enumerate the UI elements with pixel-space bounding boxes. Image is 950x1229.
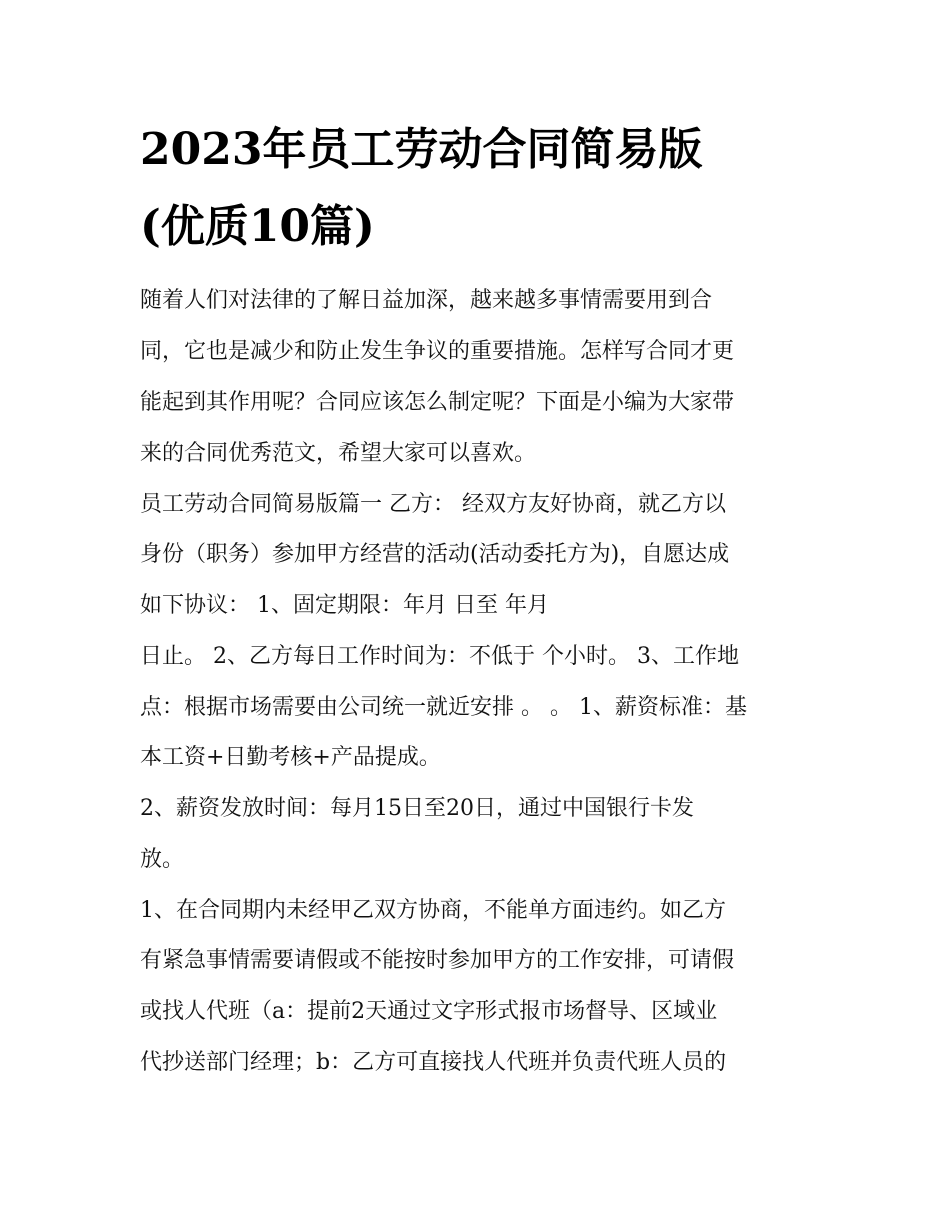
body-line: 有紧急事情需要请假或不能按时参加甲方的工作安排，可请假 — [140, 948, 735, 973]
body-line: 点：根据市场需要由公司统一就近安排 。 。 1、薪资标准：基 — [140, 695, 747, 720]
body-line: 员工劳动合同简易版篇一 乙方： 经双方友好协商，就乙方以 — [140, 492, 726, 517]
body-line: 2、薪资发放时间：每月15日至20日，通过中国银行卡发 — [140, 796, 694, 821]
body-line: 随着人们对法律的了解日益加深，越来越多事情需要用到合 — [140, 288, 713, 313]
document-title-line-1: 2023年员工劳动合同简易版 — [140, 124, 703, 175]
body-line: 或找人代班（a：提前2天通过文字形式报市场督导、区域业 — [140, 999, 718, 1024]
body-line: 本工资+日勤考核+产品提成。 — [140, 745, 441, 770]
body-line: 日止。 2、乙方每日工作时间为：不低于 个小时。 3、工作地 — [140, 644, 739, 669]
body-line: 代抄送部门经理；b：乙方可直接找人代班并负责代班人员的 — [140, 1050, 727, 1075]
body-line: 放。 — [140, 847, 185, 872]
body-line: 来的合同优秀范文，希望大家可以喜欢。 — [140, 441, 537, 466]
body-line: 如下协议： 1、固定期限：年月 日至 年月 — [140, 593, 549, 618]
body-line: 能起到其作用呢？合同应该怎么制定呢？下面是小编为大家带 — [140, 390, 735, 415]
body-line: 身份（职务）参加甲方经营的活动(活动委托方为)，自愿达成 — [140, 542, 730, 567]
body-line: 同，它也是减少和防止发生争议的重要措施。怎样写合同才更 — [140, 339, 735, 364]
body-line: 1、在合同期内未经甲乙双方协商，不能单方面违约。如乙方 — [140, 898, 726, 923]
document-title-line-2: (优质10篇) — [140, 201, 375, 252]
